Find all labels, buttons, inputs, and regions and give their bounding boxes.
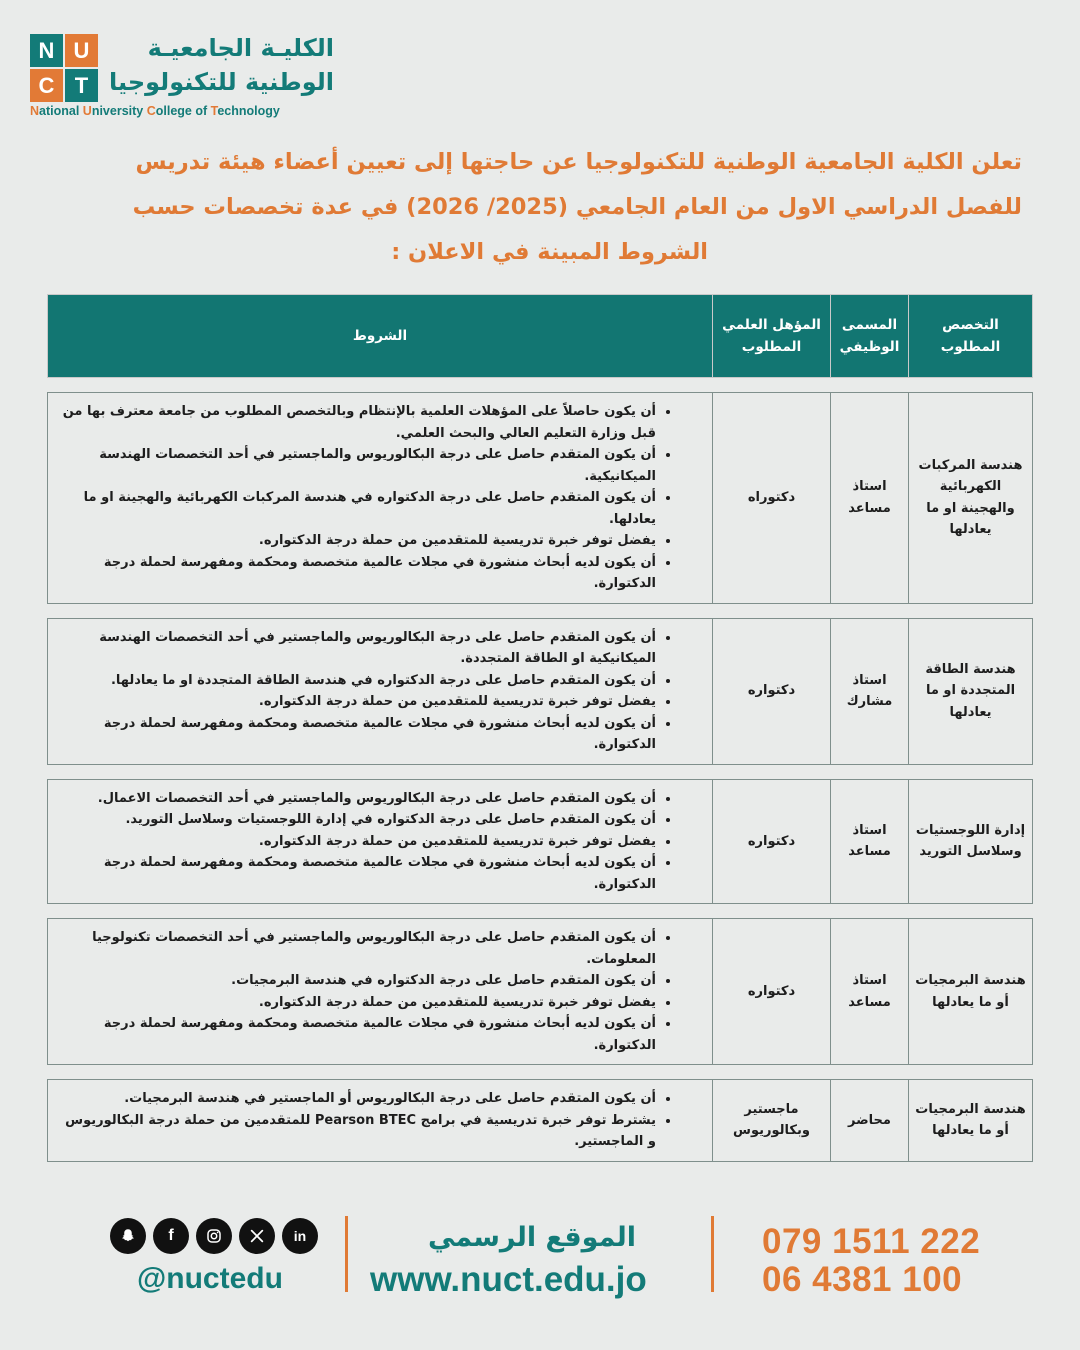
- table-spacer: [48, 603, 1033, 618]
- header-specialization: التخصص المطلوب: [909, 295, 1033, 378]
- logo-arabic-line2: الوطنية للتكنولوجيا: [109, 68, 334, 96]
- header-title: المسمى الوظيفي: [831, 295, 909, 378]
- snapchat-icon[interactable]: [110, 1218, 146, 1254]
- condition-item: • أن يكون لديه أبحاث منشورة في مجلات عالمية متخصصة ومحكمة ومفهرسة لحملة درجة الدكتوارة.: [62, 852, 656, 895]
- cell-title: محاضر: [831, 1080, 909, 1162]
- x-icon[interactable]: [239, 1218, 275, 1254]
- condition-item: • أن يكون المتقدم حاصل على درجة البكالوريوس والماجستير في أحد التخصصات تكنولوجيا المعلومات.: [62, 927, 656, 970]
- table-spacer: [48, 904, 1033, 919]
- logo-en-initial-c: C: [146, 104, 156, 118]
- logo-en-initial-n: N: [30, 104, 40, 118]
- logo-en-part: ollege of: [155, 104, 211, 118]
- logo-en-part: ational: [39, 104, 83, 118]
- cell-specialization: هندسة المركبات الكهربائية والهجينة او ما يعادلها: [909, 393, 1033, 604]
- website-label: الموقع الرسمي: [427, 1222, 637, 1253]
- condition-item: • أن يكون المتقدم حاصل على درجة البكالوريوس أو الماجستير في هندسة البرمجيات.: [62, 1088, 656, 1110]
- cell-conditions: [48, 618, 713, 764]
- condition-item: • يفضل توفر خبرة تدريسية للمتقدمين من حملة درجة الدكتواره.: [62, 530, 656, 552]
- table-row: [48, 1080, 1033, 1162]
- cell-specialization: هندسة البرمجيات أو ما يعادلها: [909, 919, 1033, 1065]
- table-row: [48, 919, 1033, 1065]
- headline-line-2: للفصل الدراسي الاول من العام الجامعي (2025/ 2026) في عدة تخصصات حسب: [132, 194, 1022, 220]
- positions-table: [47, 294, 1033, 1162]
- table-header-row: [48, 295, 1033, 378]
- condition-item: • أن يكون المتقدم حاصل على درجة البكالوريوس والماجستير في أحد التخصصات الهندسة الميكانيكية او الطاقة المتجددة.: [62, 627, 656, 670]
- cell-specialization: إدارة اللوجستيات وسلاسل التوريد: [909, 779, 1033, 904]
- headline-line-3: الشروط المبينة في الاعلان :: [391, 239, 708, 265]
- logo-letter-c: C: [30, 69, 63, 102]
- table-spacer: [48, 1065, 1033, 1080]
- website-url[interactable]: www.nuct.edu.jo: [370, 1260, 647, 1299]
- condition-item: • أن يكون حاصلاً على المؤهلات العلمية بالإنتظام وبالتخصص المطلوب من جامعة معترف بها من قبل وزارة التعليم العالي والبحث العلمي.: [62, 401, 656, 444]
- cell-title: استاذ مساعد: [831, 919, 909, 1065]
- condition-item: • يفضل توفر خبرة تدريسية للمتقدمين من حملة درجة الدكتواره.: [62, 992, 656, 1014]
- cell-qualification: دكتواره: [713, 919, 831, 1065]
- table-row: [48, 393, 1033, 604]
- facebook-icon[interactable]: f: [153, 1218, 189, 1254]
- cell-conditions: [48, 1080, 713, 1162]
- cell-qualification: دكتواره: [713, 618, 831, 764]
- cell-title: استاذ مساعد: [831, 393, 909, 604]
- logo-en-part: echnology: [217, 104, 280, 118]
- instagram-icon[interactable]: [196, 1218, 232, 1254]
- table-row: [48, 779, 1033, 904]
- condition-item: • أن يكون المتقدم حاصل على درجة الدكتواره في إدارة اللوجستيات وسلاسل التوريد.: [62, 809, 656, 831]
- header-conditions: الشروط: [48, 295, 713, 378]
- logo-english-name: [30, 104, 340, 118]
- cell-title: استاذ مشارك: [831, 618, 909, 764]
- condition-item: • أن يكون المتقدم حاصل على درجة الدكتواره في هندسة البرمجيات.: [62, 970, 656, 992]
- cell-conditions: [48, 919, 713, 1065]
- cell-title: استاذ مساعد: [831, 779, 909, 904]
- cell-qualification: ماجستير وبكالوريوس: [713, 1080, 831, 1162]
- condition-item: • أن يكون المتقدم حاصل على درجة البكالوريوس والماجستير في أحد التخصصات الاعمال.: [62, 788, 656, 810]
- condition-item: • أن يكون المتقدم حاصل على درجة الدكتواره في هندسة المركبات الكهربائية والهجينة او ما يعادلها.: [62, 487, 656, 530]
- phone-number-mobile[interactable]: 079 1511 222: [762, 1222, 981, 1261]
- linkedin-icon[interactable]: in: [282, 1218, 318, 1254]
- condition-item: • أن يكون المتقدم حاصل على درجة البكالوريوس والماجستير في أحد التخصصات الهندسة الميكانيكية.: [62, 444, 656, 487]
- condition-item: • أن يكون لديه أبحاث منشورة في مجلات عالمية متخصصة ومحكمة ومفهرسة لحملة درجة الدكتوارة.: [62, 552, 656, 595]
- table-row: [48, 618, 1033, 764]
- cell-qualification: دكتواره: [713, 779, 831, 904]
- cell-conditions: [48, 779, 713, 904]
- college-logo: [30, 34, 350, 124]
- table-spacer: [48, 764, 1033, 779]
- cell-specialization: هندسة الطاقة المتجددة او ما يعادلها: [909, 618, 1033, 764]
- logo-en-part: niversity: [91, 104, 147, 118]
- logo-letter-n: N: [30, 34, 63, 67]
- condition-item: • أن يكون لديه أبحاث منشورة في مجلات عالمية متخصصة ومحكمة ومفهرسة لحملة درجة الدكتوارة.: [62, 713, 656, 756]
- headline-line-1: تعلن الكلية الجامعية الوطنية للتكنولوجيا عن حاجتها إلى تعيين أعضاء هيئة تدريس: [135, 149, 1022, 175]
- condition-item: • يفضل توفر خبرة تدريسية للمتقدمين من حملة درجة الدكتواره.: [62, 691, 656, 713]
- cell-specialization: هندسة البرمجيات أو ما يعادلها: [909, 1080, 1033, 1162]
- announcement-headline: [60, 140, 1022, 275]
- logo-letter-t: T: [65, 69, 98, 102]
- logo-en-initial-t: T: [210, 104, 218, 118]
- phone-number-landline[interactable]: 06 4381 100: [762, 1260, 963, 1299]
- footer-divider: [345, 1216, 348, 1292]
- logo-letter-u: U: [65, 34, 98, 67]
- logo-mark: [30, 34, 98, 102]
- condition-item: • أن يكون لديه أبحاث منشورة في مجلات عالمية متخصصة ومحكمة ومفهرسة لحملة درجة الدكتوارة.: [62, 1013, 656, 1056]
- footer-divider: [711, 1216, 714, 1292]
- condition-item: • يفضل توفر خبرة تدريسية للمتقدمين من حملة درجة الدكتواره.: [62, 831, 656, 853]
- table-spacer: [48, 378, 1033, 393]
- logo-en-initial-u: U: [82, 104, 92, 118]
- cell-qualification: دكتوراه: [713, 393, 831, 604]
- logo-arabic-line1: الكليـة الجامعيـة: [147, 34, 334, 62]
- social-handle[interactable]: @nuctedu: [137, 1262, 283, 1295]
- cell-conditions: [48, 393, 713, 604]
- header-qualification: المؤهل العلمي المطلوب: [713, 295, 831, 378]
- condition-item: • أن يكون المتقدم حاصل على درجة الدكتواره في هندسة الطاقة المتجددة او ما يعادلها.: [62, 670, 656, 692]
- condition-item: • يشترط توفر خبرة تدريسية في برامج Pearson BTEC للمتقدمين من حملة درجة البكالوريوس و الماجستير.: [62, 1110, 656, 1153]
- social-icons: [110, 1218, 318, 1254]
